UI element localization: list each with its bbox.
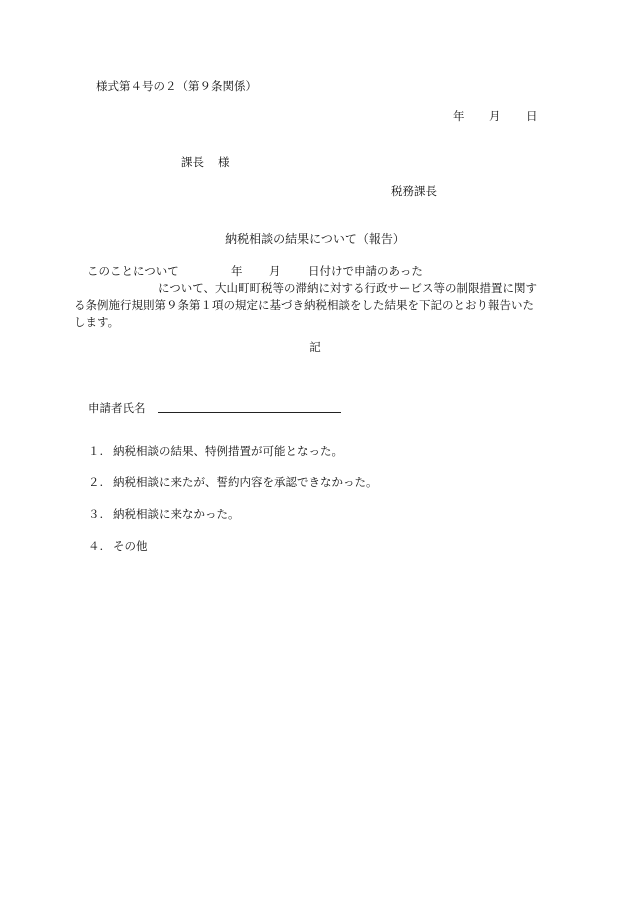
applicant-label: 申請者氏名 — [88, 401, 146, 415]
option-text: 納税相談に来たが、誓約内容を承認できなかった。 — [113, 475, 378, 489]
body-prefix: このことについて — [87, 264, 179, 278]
option-item — [88, 509, 240, 521]
body-year-label: 年 — [231, 264, 243, 278]
option-number: ２. — [88, 475, 104, 489]
document-title: 納税相談の結果について（報告） — [225, 232, 405, 246]
option-text: 納税相談に来なかった。 — [113, 507, 240, 521]
body-month-label: 月 — [269, 264, 281, 278]
option-item — [88, 541, 148, 553]
addressee — [181, 157, 230, 169]
body-line-4: します。 — [74, 315, 120, 329]
date-line — [453, 111, 543, 123]
option-number: １. — [88, 444, 104, 458]
body-line-2: について、大山町町税等の滞納に対する行政サービス等の制限措置に関す — [158, 281, 538, 295]
applicant-name-field[interactable] — [158, 412, 341, 413]
date-year-label: 年 — [453, 109, 465, 123]
body-line-3: る条例施行規則第９条第１項の規定に基づき納税相談をした結果を下記のとおり報告いた — [74, 298, 534, 312]
body-text — [74, 263, 560, 331]
option-text: 納税相談の結果、特例措置が可能となった。 — [113, 444, 343, 458]
date-day-label: 日 — [526, 109, 538, 123]
sender: 税務課長 — [391, 184, 437, 198]
option-number: ３. — [88, 507, 104, 521]
addressee-honorific: 様 — [218, 155, 230, 169]
ki-heading: 記 — [309, 340, 321, 354]
option-number: ４. — [88, 539, 104, 553]
date-month-label: 月 — [489, 109, 501, 123]
body-line-1 — [74, 263, 560, 280]
form-number: 様式第４号の２（第９条関係） — [96, 79, 257, 93]
option-item — [88, 446, 343, 458]
addressee-title: 課長 — [181, 155, 204, 169]
option-text: その他 — [113, 539, 148, 553]
body-suffix: 日付けで申請のあった — [308, 264, 423, 278]
option-item — [88, 477, 378, 489]
